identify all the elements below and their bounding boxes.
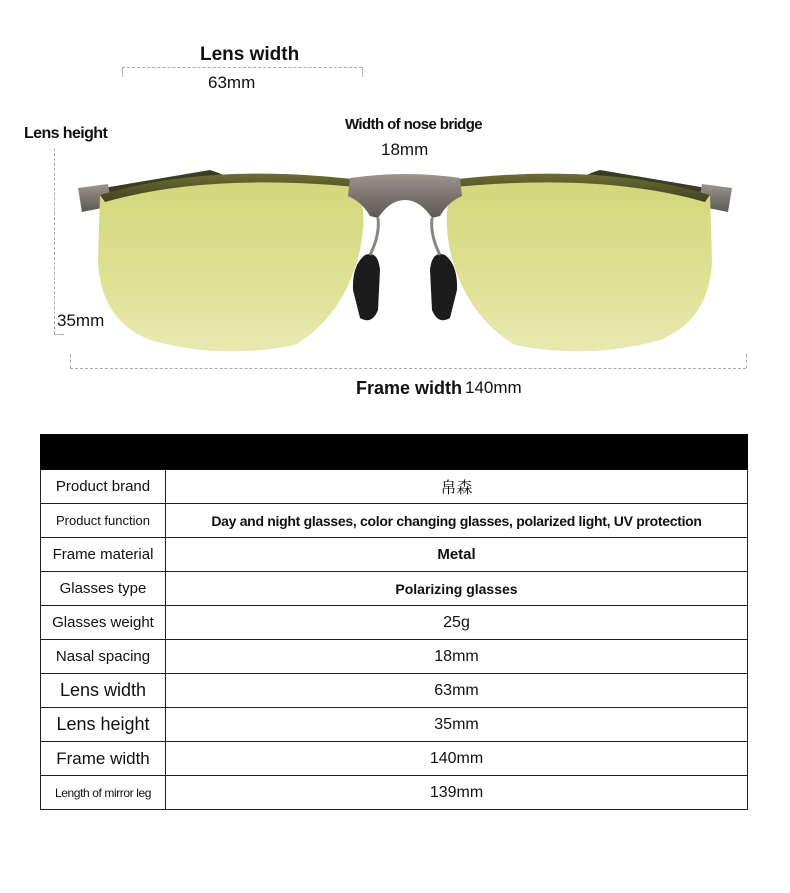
spec-label: Frame material [41,538,166,571]
spec-value: 35mm [434,715,479,733]
table-row [40,504,748,538]
spec-value: 25g [443,613,470,631]
lens-height-title: Lens height [24,125,108,142]
spec-value: Day and night glasses, color changing glasses, polarized light, UV protection [211,512,702,529]
frame-width-tick-left [70,354,71,368]
spec-label: Lens width [41,674,166,707]
spec-value: Polarizing glasses [395,580,518,597]
spec-label: Glasses weight [41,606,166,639]
spec-table-header [40,434,748,470]
table-row [40,708,748,742]
spec-value: 139mm [429,783,484,801]
frame-width-tick-right [746,354,747,368]
table-row [40,674,748,708]
frame-width-line [70,368,746,369]
table-row [40,470,748,504]
table-row [40,640,748,674]
spec-label: Nasal spacing [41,640,166,673]
spec-value: 帛森 [440,480,473,497]
spec-label: Glasses type [41,572,166,605]
table-row [40,538,748,572]
product-diagram [0,0,790,420]
lens-width-value: 63mm [208,73,256,92]
table-row [40,742,748,776]
spec-value: 18mm [434,647,479,665]
lens-width-line [122,67,362,68]
lens-height-value: 35mm [57,311,105,330]
spec-value: 63mm [434,681,479,699]
nose-bridge-value: 18mm [381,140,429,159]
table-row [40,606,748,640]
spec-label: Frame width [41,742,166,775]
table-row [40,572,748,606]
spec-table [40,434,748,810]
spec-label: Length of mirror leg [41,776,166,809]
spec-value: Metal [437,546,476,563]
spec-label: Product function [41,504,166,537]
lens-height-line [54,148,55,334]
spec-label: Product brand [41,470,166,503]
lens-width-title: Lens width [200,44,300,65]
frame-width-value: 140mm [465,378,522,397]
spec-value: 140mm [429,749,484,767]
lens-width-tick-left [122,67,123,77]
spec-label: Lens height [41,708,166,741]
nose-bridge-title: Width of nose bridge [345,116,483,133]
sunglasses-image [60,140,750,370]
lens-width-tick-right [362,67,363,77]
frame-width-title: Frame width [356,378,463,398]
table-row [40,776,748,810]
